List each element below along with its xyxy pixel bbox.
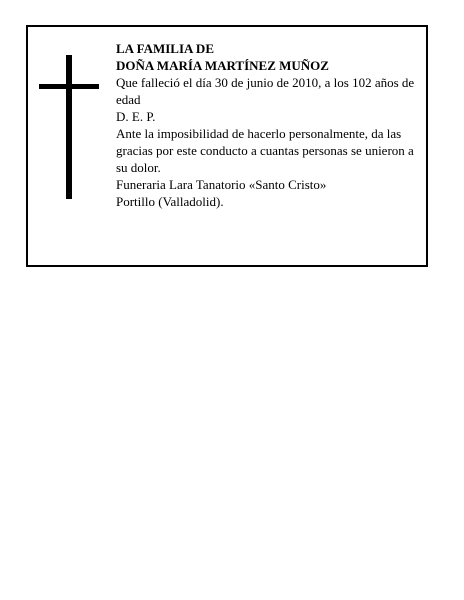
cross-horizontal-bar [39, 84, 99, 89]
thanks-text: Ante la imposibilidad de hacerlo personalmente, da las gracias por este conducto a cuantas personas se unieron a su dolor. [116, 126, 414, 175]
location: Portillo (Valladolid). [116, 194, 224, 209]
deceased-name: DOÑA MARÍA MARTÍNEZ MUÑOZ [116, 58, 329, 73]
family-heading: LA FAMILIA DE [116, 41, 214, 56]
obituary-notice [26, 25, 428, 267]
rip-text: D. E. P. [116, 109, 156, 124]
cross-icon [39, 55, 99, 199]
cross-vertical-bar [66, 55, 72, 199]
funeral-home: Funeraria Lara Tanatorio «Santo Cristo» [116, 177, 327, 192]
notice-text [116, 40, 421, 210]
death-info: Que falleció el día 30 de junio de 2010, a los 102 años de edad [116, 75, 415, 107]
